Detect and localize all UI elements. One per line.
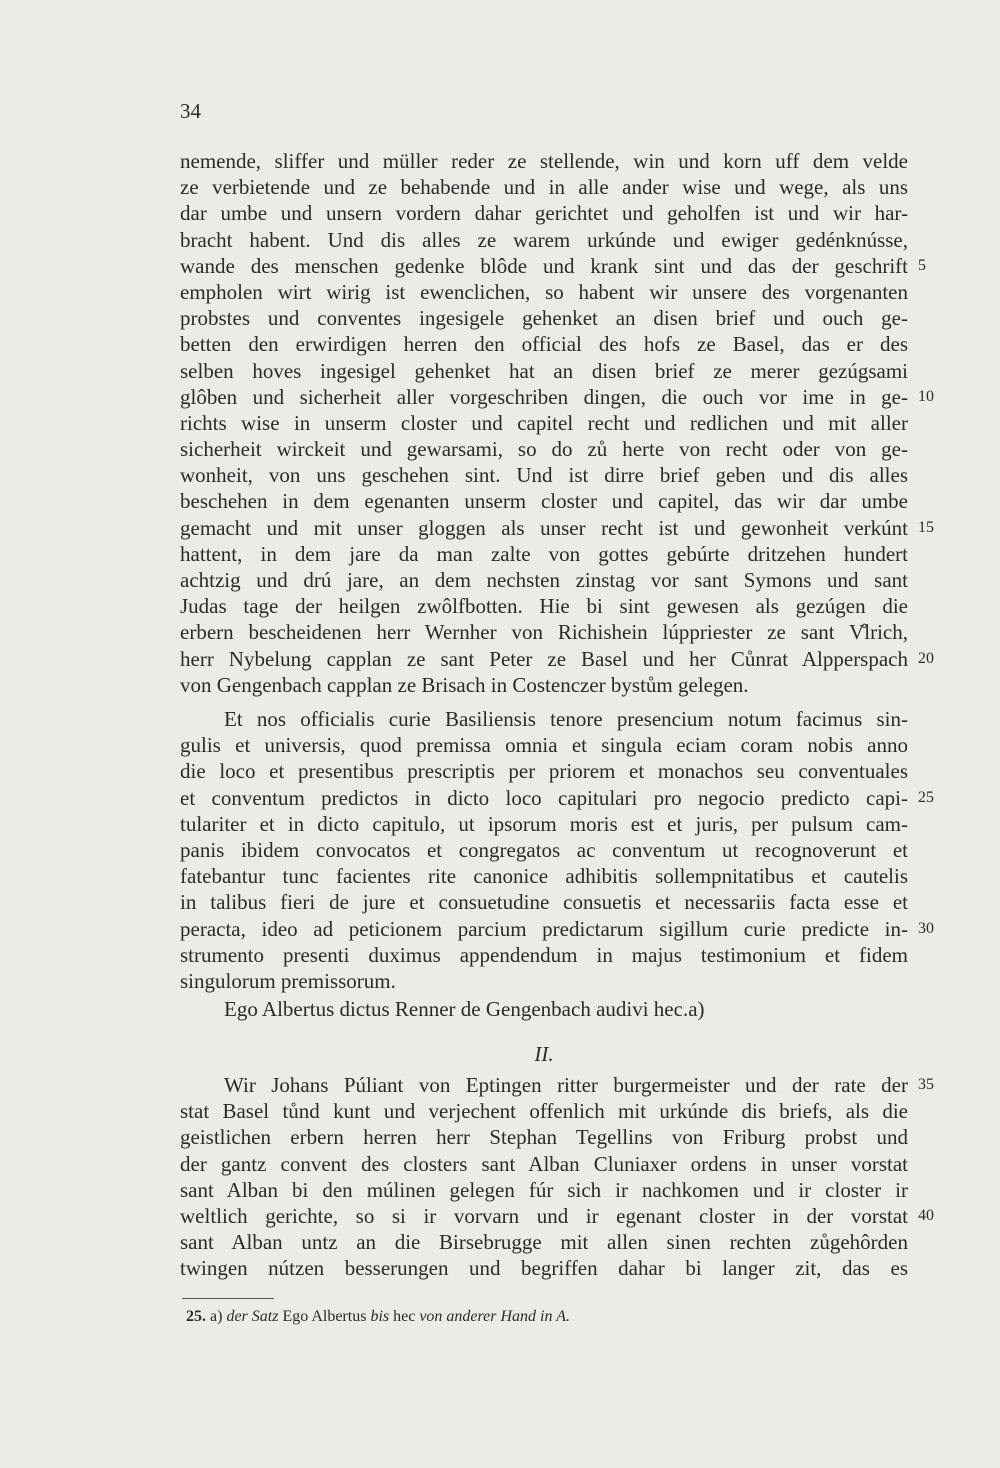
text-line bbox=[180, 706, 908, 732]
text-line bbox=[180, 253, 926, 279]
text-line bbox=[180, 227, 908, 253]
line-text: stat Basel tůnd kunt und verjechent offenlich mit urkúnde dis briefs, als die bbox=[180, 1099, 908, 1124]
line-text: von Gengenbach capplan ze Brisach in Costenczer bystům gelegen. bbox=[180, 672, 749, 697]
line-text: die loco et presentibus prescriptis per priorem et monachos seu conventuales bbox=[180, 759, 908, 784]
line-text: herr Nybelung capplan ze sant Peter ze Basel und her Cůnrat Alpperspach bbox=[180, 646, 908, 671]
text-line bbox=[180, 279, 908, 305]
line-text: sant Alban untz an die Birsebrugge mit allen sinen rechten zůgehôrden bbox=[180, 1230, 908, 1255]
line-text: geistlichen erbern herren herr Stephan Tegellins von Friburg probst und bbox=[180, 1125, 908, 1150]
paragraph-1 bbox=[180, 148, 934, 698]
line-text: betten den erwirdigen herren den official des hofs ze Basel, das er des bbox=[180, 332, 908, 357]
text-line bbox=[180, 1177, 908, 1203]
text-line bbox=[180, 1203, 934, 1229]
footnote-text-italic-3: von anderer Hand in A. bbox=[419, 1308, 570, 1325]
line-text: singulorum premissorum. bbox=[180, 968, 396, 993]
text-line bbox=[180, 968, 908, 994]
text-line bbox=[180, 541, 908, 567]
line-text: richts wise in unserm closter und capitel recht und redlichen und mit aller bbox=[180, 410, 908, 435]
line-text: peracta, ideo ad peticionem parcium predictarum sigillum curie predicte in- bbox=[180, 916, 908, 941]
paragraph-2 bbox=[180, 706, 934, 994]
margin-line-number: 30 bbox=[918, 919, 934, 937]
line-text: probstes und conventes ingesigele gehenket an disen brief und ouch ge- bbox=[180, 306, 908, 331]
footnote-text-italic-2: bis bbox=[370, 1308, 390, 1325]
footnote-text-italic-1: der Satz bbox=[226, 1308, 279, 1325]
text-line bbox=[180, 646, 934, 672]
footnote-divider bbox=[182, 1298, 274, 1299]
line-text: sicherheit wirckeit und gewarsami, so do zů herte von recht oder von ge- bbox=[180, 437, 908, 462]
text-line bbox=[180, 488, 908, 514]
text-line bbox=[180, 462, 908, 488]
line-text: hattent, in dem jare da man zalte von gottes gebúrte dritzehen hundert bbox=[180, 541, 908, 566]
line-text: dar umbe und unsern vordern dahar gerichtet und geholfen ist und wir har- bbox=[180, 201, 908, 226]
text-line bbox=[180, 1229, 908, 1255]
text-line bbox=[180, 837, 908, 863]
text-line bbox=[180, 785, 934, 811]
line-text: gulis et universis, quod premissa omnia et singula eciam coram nobis anno bbox=[180, 733, 908, 758]
line-text: fatebantur tunc facientes rite canonice adhibitis sollempnitatibus et cautelis bbox=[180, 864, 908, 889]
line-text: selben hoves ingesigel gehenket hat an disen brief ze merer gezúgsami bbox=[180, 358, 908, 383]
line-text: der gantz convent des closters sant Alban Cluniaxer ordens in unser vorstat bbox=[180, 1151, 908, 1176]
footnote bbox=[186, 1308, 570, 1326]
line-text: Wir Johans Púliant von Eptingen ritter burgermeister und der rate der bbox=[224, 1073, 908, 1097]
line-text: gemacht und mit unser gloggen als unser recht ist und gewonheit verkúnt bbox=[180, 515, 908, 540]
text-line bbox=[180, 384, 934, 410]
line-text: Judas tage der heilgen zwôlfbotten. Hie bi sint gewesen als gezúgen die bbox=[180, 594, 908, 619]
line-text: twingen nútzen besserungen und begriffen dahar bi langer zit, das es bbox=[180, 1256, 908, 1281]
margin-line-number: 15 bbox=[918, 518, 934, 536]
footnote-marker: a) bbox=[210, 1308, 223, 1325]
text-line bbox=[180, 1151, 908, 1177]
text-line bbox=[180, 811, 908, 837]
footnote-text-roman-1: Ego Albertus bbox=[282, 1308, 367, 1325]
text-line bbox=[180, 567, 908, 593]
text-line bbox=[180, 410, 908, 436]
line-text: achtzig und drú jare, an dem nechsten zinstag vor sant Symons und sant bbox=[180, 568, 908, 592]
line-text: nemende, sliffer und müller reder ze stellende, win und korn uff dem velde bbox=[180, 149, 908, 173]
line-text: erbern bescheidenen herr Wernher von Richishein lúppriester ze sant V̊lrich, bbox=[180, 620, 908, 645]
paragraph-3 bbox=[180, 1072, 934, 1282]
text-line bbox=[180, 436, 908, 462]
text-line bbox=[180, 1098, 908, 1124]
text-line bbox=[180, 1255, 908, 1281]
text-line bbox=[180, 889, 908, 915]
text-line bbox=[180, 942, 908, 968]
text-line bbox=[180, 515, 934, 541]
line-text: bracht habent. Und dis alles ze warem urkúnde und ewiger gedénknússe, bbox=[180, 227, 908, 252]
line-text: panis ibidem convocatos et congregatos ac conventum ut recognoverunt et bbox=[180, 837, 908, 862]
page-number: 34 bbox=[180, 99, 201, 123]
text-line bbox=[180, 672, 908, 698]
line-text: Et nos officialis curie Basiliensis tenore presencium notum facimus sin- bbox=[224, 707, 908, 731]
section-heading: II. bbox=[534, 1042, 554, 1066]
footnote-line-ref: 25. bbox=[186, 1308, 206, 1325]
text-line bbox=[180, 148, 908, 174]
text-line bbox=[180, 174, 908, 200]
line-text: empholen wirt wirig ist ewenclichen, so habent wir unsere des vorgenanten bbox=[180, 279, 908, 304]
line-text: sant Alban bi den múlinen gelegen fúr sich ir nachkomen und ir closter ir bbox=[180, 1177, 908, 1202]
text-line bbox=[180, 1072, 934, 1098]
line-text: strumento presenti duximus appendendum in majus testimonium et fidem bbox=[180, 942, 908, 967]
line-text: tulariter et in dicto capitulo, ut ipsorum moris est et juris, per pulsum cam- bbox=[180, 811, 908, 836]
margin-line-number: 35 bbox=[918, 1076, 934, 1093]
line-text: beschehen in dem egenanten unserm closter und capitel, das wir dar umbe bbox=[180, 489, 908, 514]
margin-line-number: 20 bbox=[918, 649, 934, 667]
line-text: wonheit, von uns geschehen sint. Und ist dirre brief geben und dis alles bbox=[180, 463, 908, 488]
margin-line-number: 40 bbox=[918, 1206, 934, 1224]
text-line bbox=[180, 732, 908, 758]
text-line bbox=[180, 358, 908, 384]
signature-line bbox=[180, 996, 908, 1022]
margin-line-number: 5 bbox=[918, 256, 926, 274]
margin-line-number: 10 bbox=[918, 387, 934, 405]
line-text: ze verbietende und ze behabende und in alle ander wise und wege, als uns bbox=[180, 175, 908, 200]
signature-text: Ego Albertus dictus Renner de Gengenbach audivi hec.a) bbox=[224, 997, 705, 1021]
line-text: wande des menschen gedenke blôde und krank sint und das der geschrift bbox=[180, 253, 908, 278]
line-text: et conventum predictos in dicto loco capitulari pro negocio predicto capi- bbox=[180, 785, 908, 810]
line-text: in talibus fieri de jure et consuetudine consuetis et necessariis facta esse et bbox=[180, 890, 908, 915]
text-line bbox=[180, 331, 908, 357]
text-line bbox=[180, 305, 908, 331]
text-line bbox=[180, 1124, 908, 1150]
line-text: weltlich gerichte, so si ir vorvarn und ir egenant closter in der vorstat bbox=[180, 1203, 908, 1228]
text-line bbox=[180, 758, 908, 784]
text-line bbox=[180, 863, 908, 889]
text-line bbox=[180, 916, 934, 942]
margin-line-number: 25 bbox=[918, 788, 934, 806]
text-line bbox=[180, 619, 908, 645]
text-line bbox=[180, 200, 908, 226]
footnote-text-roman-2: hec bbox=[393, 1308, 416, 1325]
text-line bbox=[180, 593, 908, 619]
line-text: glôben und sicherheit aller vorgeschriben dingen, die ouch vor ime in ge- bbox=[180, 384, 908, 409]
